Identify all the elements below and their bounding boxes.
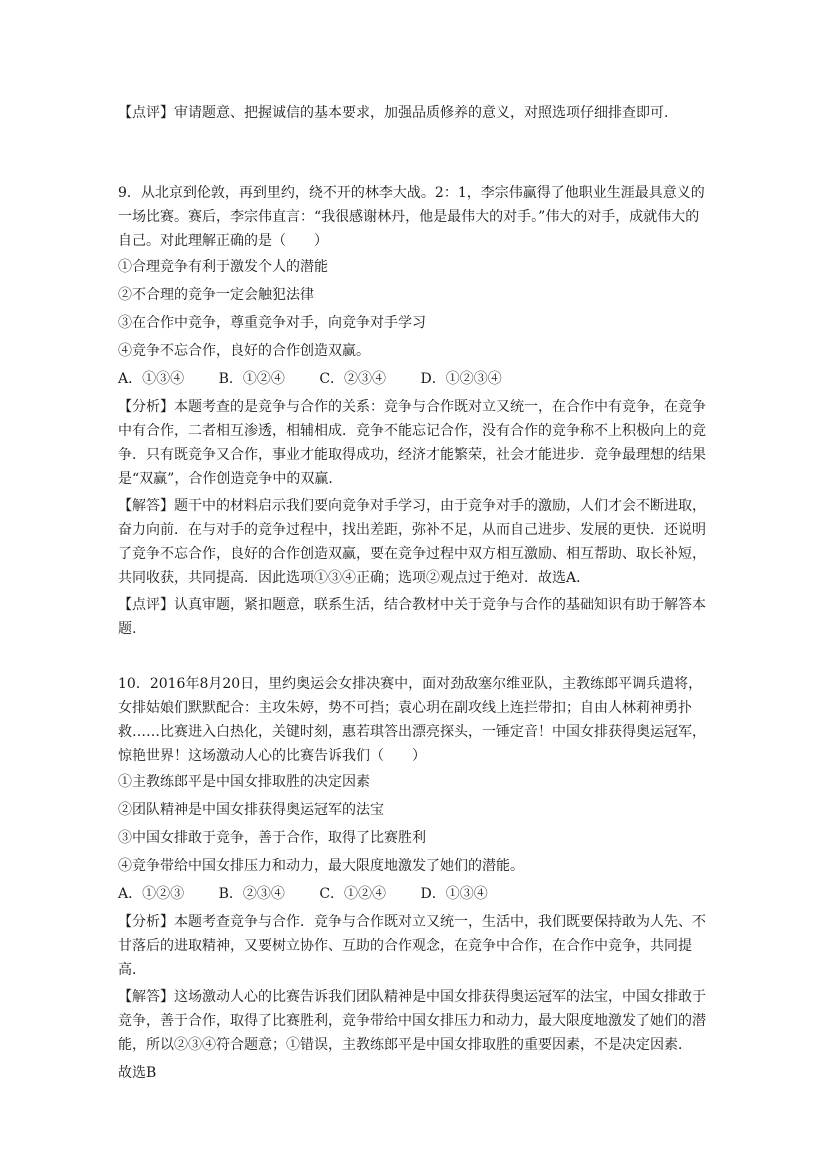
q10-option-c: C．①②④ xyxy=(319,886,387,902)
q9-option-c: C．②③④ xyxy=(319,371,387,387)
q9-options xyxy=(118,367,502,391)
q9-stem: 9．从北京到伦敦，再到里约，绕不开的林李大战。2：1，李宗伟赢得了他职业生涯最具意义的一场比赛。赛后，李宗伟直言：“我很感谢林丹，他是最伟大的对手。”伟大的对手，成就伟大的自己。对此理解正确的是（ ） xyxy=(118,185,705,249)
q9-comment: 【点评】认真审题，紧扣题意，联系生活，结合教材中关于竞争与合作的基础知识有助于解答本题. xyxy=(118,597,706,637)
q8-comment: 【点评】审请题意、把握诚信的基本要求，加强品质修养的意义，对照选项仔细排查即可. xyxy=(118,105,669,121)
q10-analysis: 【分析】本题考查竞争与合作．竞争与合作既对立又统一，生活中，我们既要保持敢为人先、不甘落后的进取精神，又要树立协作、互助的合作观念，在竞争中合作，在合作中竞争，共同提高． xyxy=(118,914,706,978)
q10-option-d: D．①③④ xyxy=(420,886,488,902)
q9-item-3: ③在合作中竞争，尊重竞争对手，向竞争对手学习 xyxy=(118,315,426,331)
q10-options xyxy=(118,882,488,906)
q9-item-2: ②不合理的竞争一定会触犯法律 xyxy=(118,287,314,303)
q9-item-1: ①合理竞争有利于激发个人的潜能 xyxy=(118,259,328,275)
q10-option-b: B．②③④ xyxy=(218,886,285,902)
q10-item-1: ①主教练郎平是中国女排取胜的决定因素 xyxy=(118,774,370,790)
q9-option-b: B．①②④ xyxy=(218,371,285,387)
q9-item-4: ④竞争不忘合作，良好的合作创造双赢。 xyxy=(118,343,370,359)
q10-final-answer: 故选B xyxy=(118,1065,157,1081)
q10-item-2: ②团队精神是中国女排获得奥运冠军的法宝 xyxy=(118,802,384,818)
q9-option-d: D．①②③④ xyxy=(420,371,502,387)
q10-stem: 10．2016年8月20日，里约奥运会女排决赛中，面对劲敌塞尔维亚队，主教练郎平调兵遣将，女排姑娘们默默配合：主攻朱婷，势不可挡；袁心玥在副攻线上连拦带扣；自由人林莉神勇扑救……比赛进入白热化，关键时刻，惠若琪答出漂亮探头，一锤定音！中国女排获得奥运冠军，惊艳世界！这场激动人心的比赛告诉我们（ ） xyxy=(118,676,706,764)
q10-item-4: ④竞争带给中国女排压力和动力，最大限度地激发了她们的潜能。 xyxy=(118,858,524,874)
q9-option-a: A．①③④ xyxy=(118,371,185,387)
q10-item-3: ③中国女排敢于竞争，善于合作，取得了比赛胜利 xyxy=(118,830,426,846)
q9-answer: 【解答】题干中的材料启示我们要向竞争对手学习，由于竞争对手的激励，人们才会不断进取，奋力向前．在与对手的竞争过程中，找出差距，弥补不足，从而自己进步、发展的更快．还说明了竞争不忘合作，良好的合作创造双赢，要在竞争过程中双方相互激励、相互帮助、取长补短，共同收获，共同提高．因此选项①③④正确；选项②观点过于绝对．故选A． xyxy=(118,498,706,586)
q9-analysis: 【分析】本题考查的是竞争与合作的关系：竞争与合作既对立又统一，在合作中有竞争，在竞争中有合作，二者相互渗透，相辅相成．竞争不能忘记合作，没有合作的竞争称不上积极向上的竞争．只有既竞争又合作，事业才能取得成功，经济才能繁荣，社会才能进步．竞争最理想的结果是“双赢”，合作创造竞争中的双赢． xyxy=(118,399,706,487)
q10-option-a: A．①②③ xyxy=(118,886,185,902)
q10-answer: 【解答】这场激动人心的比赛告诉我们团队精神是中国女排获得奥运冠军的法宝，中国女排敢于竞争，善于合作，取得了比赛胜利，竞争带给中国女排压力和动力，最大限度地激发了她们的潜能，所以②③④符合题意；①错误，主教练郎平是中国女排取胜的重要因素，不是决定因素． xyxy=(118,989,706,1053)
